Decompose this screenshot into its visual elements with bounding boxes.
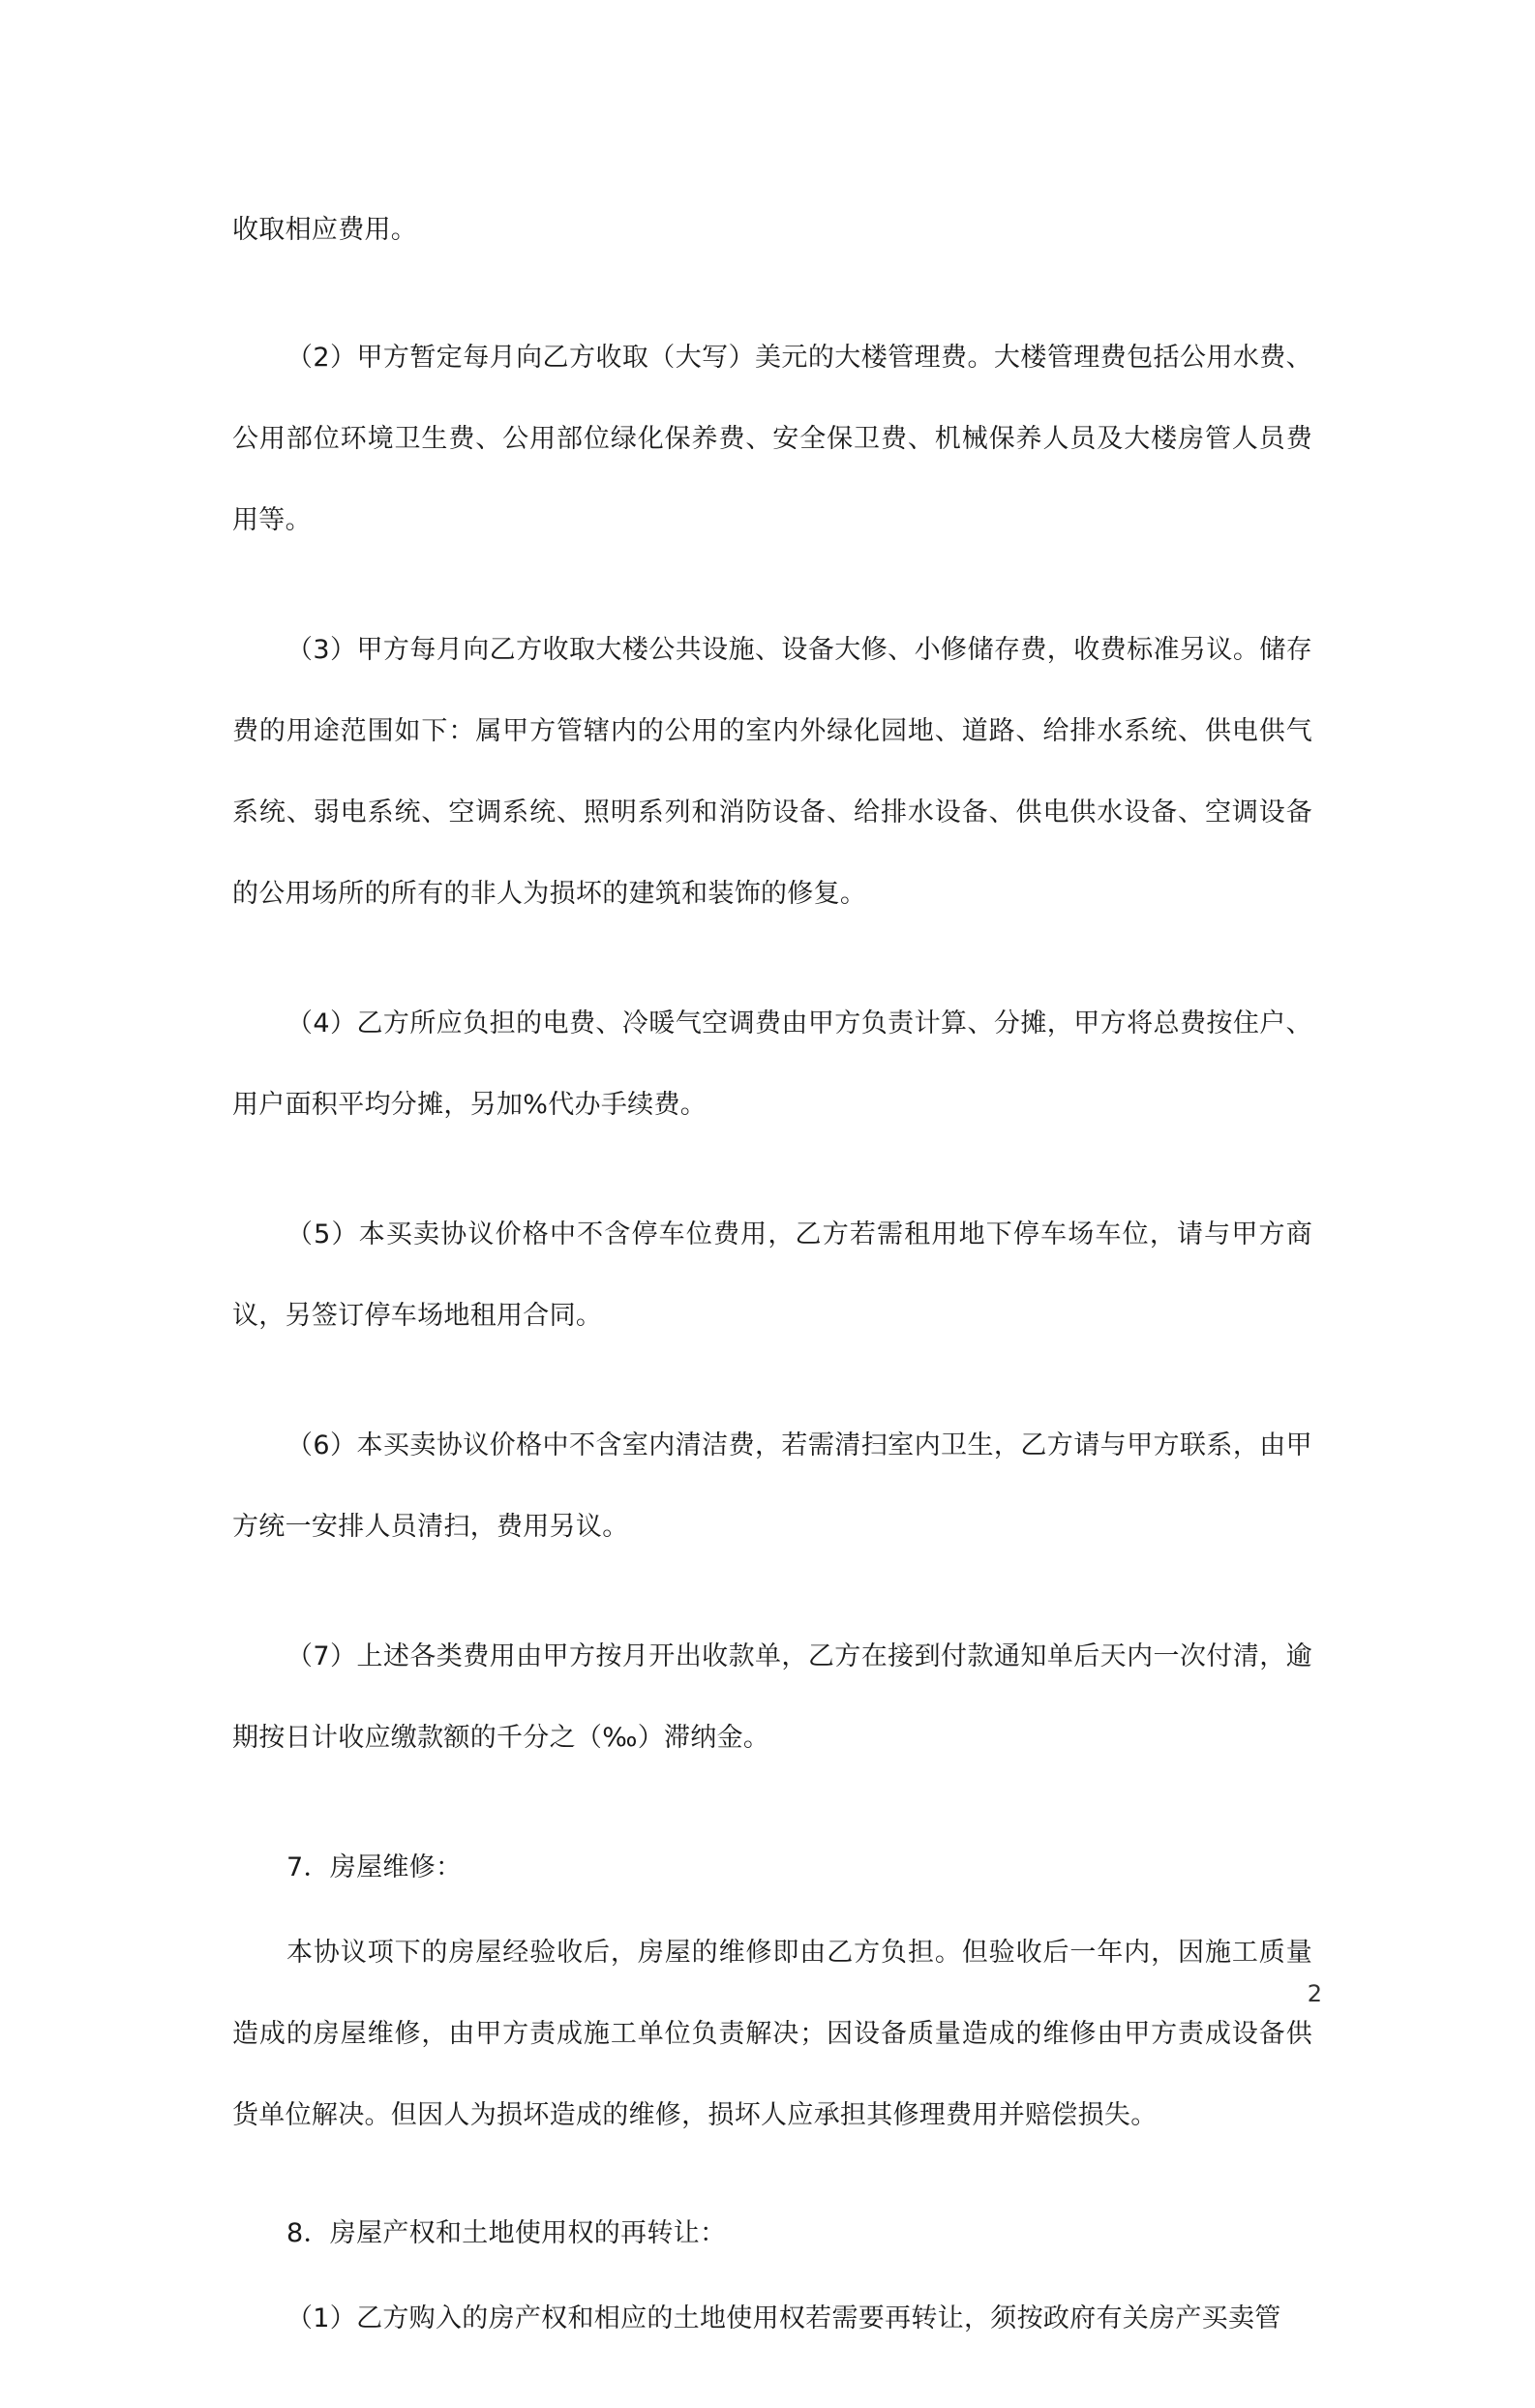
section-heading-repair: 7．房屋维修： bbox=[286, 1852, 463, 1882]
paragraph-cleaning-fee: （6）本买卖协议价格中不含室内清洁费，若需清扫室内卫生，乙方请与甲方联系，由甲方统一安排人员清扫，费用另议。 bbox=[232, 1430, 1312, 1542]
paragraph-electricity-ac-fee: （4）乙方所应负担的电费、冷暖气空调费由甲方负责计算、分摊，甲方将总费按住户、用户面积平均分摊，另加%代办手续费。 bbox=[232, 1008, 1312, 1120]
paragraph-maintenance-reserve: （3）甲方每月向乙方收取大楼公共设施、设备大修、小修储存费，收费标准另议。储存费的用途范围如下：属甲方管辖内的公用的室内外绿化园地、道路、给排水系统、供电供气系统、弱电系统、空调系统、照明系列和消防设备、给排水设备、供电供水设备、空调设备的公用场所的所有的非人为损坏的建筑和装饰的修复。 bbox=[232, 635, 1312, 909]
paragraph-management-fee: （2）甲方暂定每月向乙方收取（大写）美元的大楼管理费。大楼管理费包括公用水费、公用部位环境卫生费、公用部位绿化保养费、安全保卫费、机械保养人员及大楼房管人员费用等。 bbox=[232, 343, 1312, 535]
section-heading-transfer: 8．房屋产权和土地使用权的再转让： bbox=[286, 2218, 727, 2248]
paragraph-payment-terms: （7）上述各类费用由甲方按月开出收款单，乙方在接到付款通知单后天内一次付清，逾期按日计收应缴款额的千分之（‰）滞纳金。 bbox=[232, 1641, 1312, 1753]
document-body bbox=[232, 190, 1312, 2408]
paragraph-parking-fee: （5）本买卖协议价格中不含停车位费用，乙方若需租用地下停车场车位，请与甲方商议，另签订停车场地租用合同。 bbox=[232, 1219, 1312, 1331]
page-number: 2 bbox=[1307, 1980, 1322, 2007]
paragraph-transfer-1: （1）乙方购入的房产权和相应的土地使用权若需要再转让，须按政府有关房产买卖管 bbox=[286, 2303, 1281, 2333]
paragraph-continuation: 收取相应费用。 bbox=[232, 215, 418, 245]
paragraph-repair: 本协议项下的房屋经验收后，房屋的维修即由乙方负担。但验收后一年内，因施工质量造成的房屋维修，由甲方责成施工单位负责解决；因设备质量造成的维修由甲方责成设备供货单位解决。但因人为损坏造成的维修，损坏人应承担其修理费用并赔偿损失。 bbox=[232, 1938, 1312, 2130]
